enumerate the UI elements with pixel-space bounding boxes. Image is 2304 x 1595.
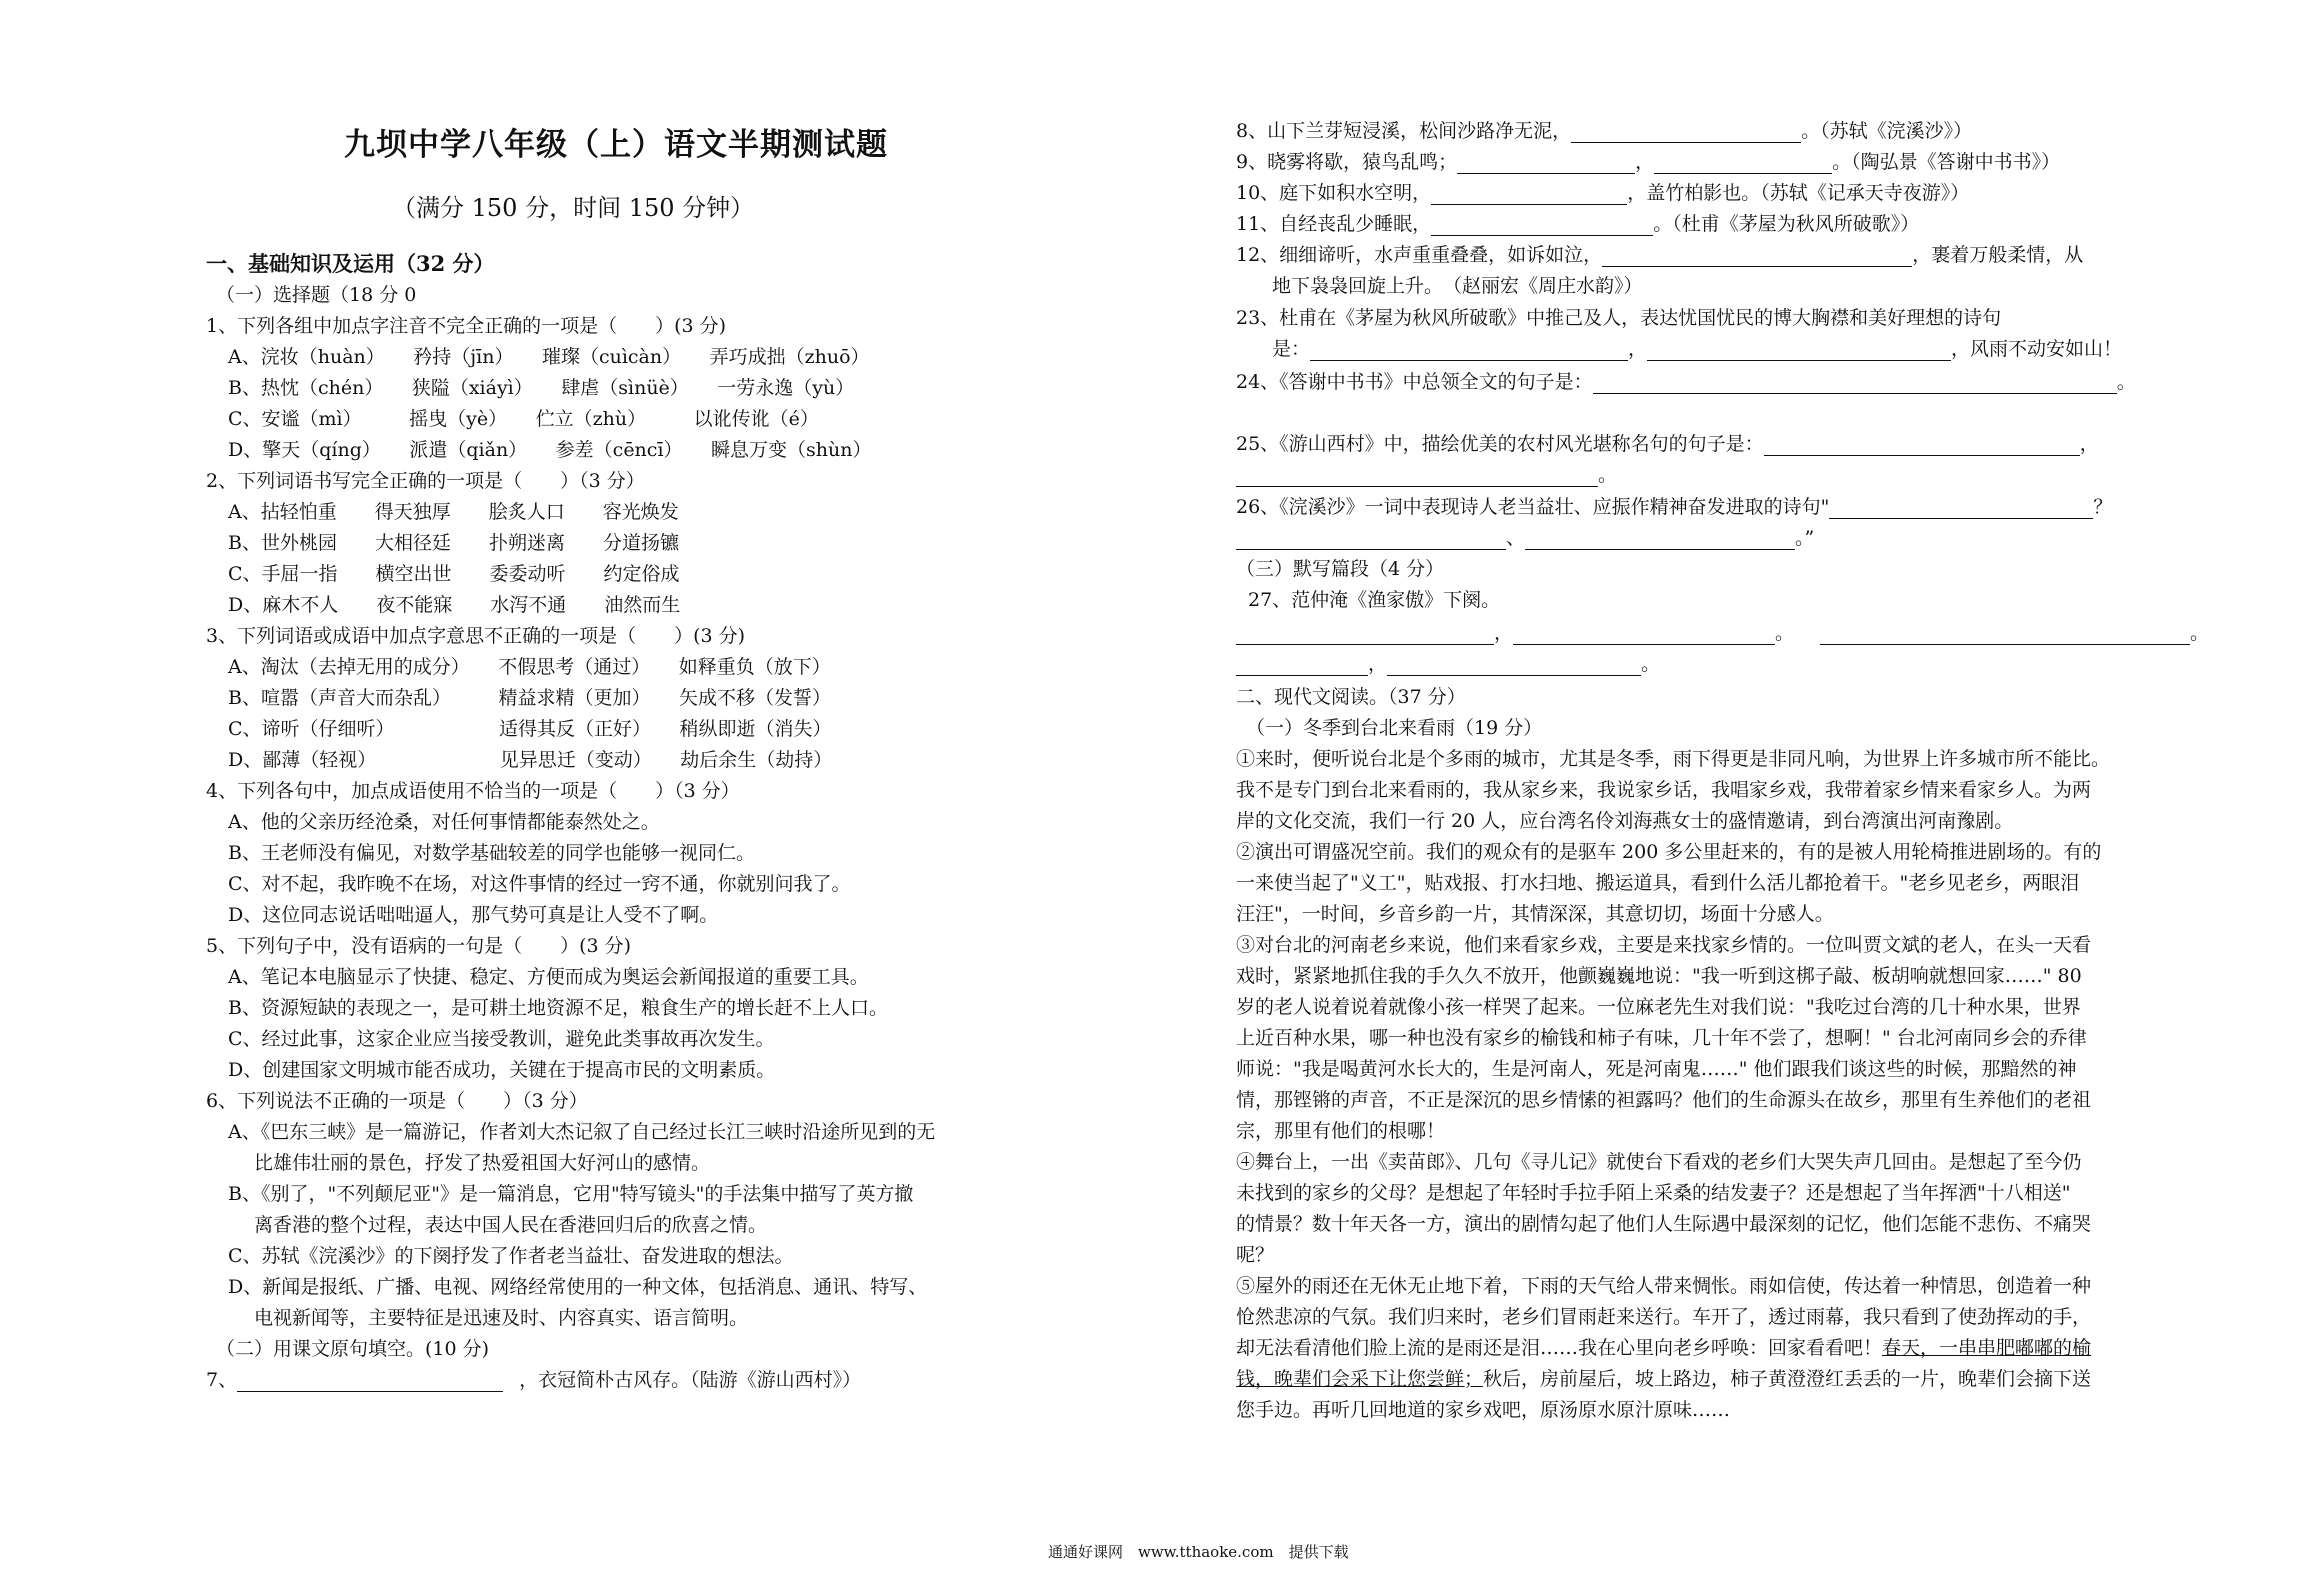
question-24: 24、《答谢中书书》中总领全文的句子是： 。 bbox=[1236, 371, 2136, 393]
question-7-number: 7、 bbox=[206, 1369, 238, 1391]
paragraph-5-line bbox=[1236, 1367, 2091, 1391]
question-2-option-d: D、麻木不人 夜不能寐 水泻不通 油然而生 bbox=[228, 594, 681, 616]
question-23-end: ，风雨不动安如山！ bbox=[1951, 338, 2123, 360]
question-25: 25、《游山西村》中，描绘优美的农村风光堪称名句的句子是： ， bbox=[1236, 433, 2099, 455]
question-9-source: 。（陶弘景《答谢中书书》） bbox=[1832, 151, 2061, 173]
question-2-option-c: C、手屈一指 横空出世 委委动听 约定俗成 bbox=[228, 563, 680, 585]
question-26 bbox=[1236, 495, 2112, 519]
question-7-text: ，衣冠简朴古风存。（陆游《游山西村》） bbox=[519, 1369, 862, 1391]
question-26-text: 26、《浣溪沙》一词中表现诗人老当益壮、应振作精神奋发进取的诗句" bbox=[1236, 496, 1830, 518]
paragraph-3-line: 师说："我是喝黄河水长大的，生是河南人，死是河南鬼……" 他们跟我们谈这些的时候，那黯然的神 bbox=[1236, 1058, 2077, 1080]
question-24-text: 24、《答谢中书书》中总领全文的句子是： bbox=[1236, 371, 1593, 393]
answer-blank[interactable] bbox=[1236, 529, 1506, 550]
question-12 bbox=[1236, 243, 2083, 267]
paragraph-2-line: 汪汪"，一时间，乡音乡韵一片，其情深深，其意切切，场面十分感人。 bbox=[1236, 903, 1834, 925]
question-12-line2: 地下袅袅回旋上升。 （赵丽宏《周庄水韵》） bbox=[1272, 275, 1643, 297]
paragraph-1-line: 我不是专门到台北来看雨的，我从家乡来，我说家乡话，我唱家乡戏，我带着家乡情来看家乡人。为两 bbox=[1236, 779, 2092, 801]
question-6-option-a-line1: A、《巴东三峡》是一篇游记，作者刘大杰记叙了自己经过长江三峡时沿途所见到的无 bbox=[228, 1121, 936, 1143]
question-9-text: 9、晓雾将歇，猿鸟乱鸣； bbox=[1236, 151, 1458, 173]
paragraph-5-text: 秋后，房前屋后，坡上路边，柿子黄澄澄红丢丢的一片，晚辈们会摘下送 bbox=[1483, 1368, 2092, 1390]
question-3-option-c: C、谛听（仔细听） 适得其反（正好） 稍纵即逝（消失） bbox=[228, 718, 832, 740]
answer-blank[interactable] bbox=[1457, 153, 1635, 174]
page-subtitle: （满分 150 分，时间 150 分钟） bbox=[392, 194, 755, 222]
question-4: 4、下列各句中，加点成语使用不恰当的一项是（ ）（3 分） bbox=[206, 780, 740, 802]
answer-blank[interactable] bbox=[1236, 466, 1598, 487]
answer-blank[interactable] bbox=[1602, 246, 1912, 267]
paragraph-5-line: 怆然悲凉的气氛。我们归来时，老乡们冒雨赶来送行。车开了，透过雨幕，我只看到了使劲挥动的手， bbox=[1236, 1306, 2092, 1328]
question-5: 5、下列句子中，没有语病的一句是（ ）(3 分) bbox=[206, 935, 632, 957]
part-heading-fill: （二）用课文原句填空。(10 分) bbox=[216, 1338, 490, 1360]
question-2: 2、下列词语书写完全正确的一项是（ ）（3 分） bbox=[206, 470, 645, 492]
paragraph-3-line: 上近百种水果，哪一种也没有家乡的榆钱和柿子有味，几十年不尝了，想啊！" 台北河南同乡会的乔律 bbox=[1236, 1027, 2087, 1049]
question-27-line1: ， 。 。 bbox=[1236, 621, 2209, 645]
part-heading-choice: （一）选择题（18 分 0 bbox=[216, 284, 417, 306]
question-11 bbox=[1236, 212, 1919, 236]
question-6-option-d-line2: 电视新闻等，主要特征是迅速及时、内容真实、语言简明。 bbox=[254, 1307, 749, 1329]
question-1: 1、下列各组中加点字注音不完全正确的一项是（ ）(3 分) bbox=[206, 315, 727, 337]
underlined-sentence: 钱，晚辈们会采下让您尝鲜； bbox=[1236, 1368, 1484, 1390]
question-3: 3、下列词语或成语中加点字意思不正确的一项是（ ）(3 分) bbox=[206, 625, 746, 647]
question-6-option-d-line1: D、新闻是报纸、广播、电视、网络经常使用的一种文体，包括消息、通讯、特写、 bbox=[228, 1276, 928, 1298]
answer-blank[interactable] bbox=[1431, 215, 1653, 236]
paragraph-4-line: 未找到的家乡的父母？是想起了年轻时手拉手陌上采桑的结发妻子？还是想起了当年挥洒"十八相送" bbox=[1236, 1182, 2071, 1204]
question-1-option-d: D、擎天（qíng） 派遣（qiǎn） 参差（cēncī） 瞬息万变（shùn） bbox=[228, 439, 872, 461]
question-3-option-a: A、淘汰（去掉无用的成分） 不假思考（通过） 如释重负（放下） bbox=[228, 656, 831, 678]
question-9: 9、晓雾将歇，猿鸟乱鸣； ， 。（陶弘景《答谢中书书》） bbox=[1236, 151, 2061, 173]
question-6: 6、下列说法不正确的一项是（ ）（3 分） bbox=[206, 1090, 588, 1112]
question-4-option-c: C、对不起，我昨晚不在场，对这件事情的经过一窍不通，你就别问我了。 bbox=[228, 873, 851, 895]
question-5-option-d: D、创建国家文明城市能否成功，关键在于提高市民的文明素质。 bbox=[228, 1059, 776, 1081]
answer-blank[interactable] bbox=[1387, 655, 1641, 676]
question-8-source: 。（苏轼《浣溪沙》） bbox=[1801, 120, 1973, 142]
question-23-answer-line: 是： ， ，风雨不动安如山！ bbox=[1272, 338, 2123, 360]
question-5-option-b: B、资源短缺的表现之一，是可耕土地资源不足，粮食生产的增长赶不上人口。 bbox=[228, 997, 888, 1019]
paragraph-5-line bbox=[1236, 1336, 2091, 1360]
answer-blank[interactable] bbox=[1310, 340, 1628, 361]
paragraph-1-line: ①来时，便听说台北是个多雨的城市，尤其是冬季，雨下得更是非同凡响，为世界上许多城市所不能比。 bbox=[1236, 748, 2111, 770]
answer-blank[interactable] bbox=[1513, 624, 1775, 645]
paragraph-3-line: 情，那铿锵的声音，不正是深沉的思乡情愫的袒露吗？他们的生命源头在故乡，那里有生养他们的老祖 bbox=[1236, 1089, 2092, 1111]
question-6-option-b-line2: 离香港的整个过程，表达中国人民在香港回归后的欣喜之情。 bbox=[254, 1214, 768, 1236]
question-27: 27、范仲淹《渔家傲》下阕。 bbox=[1248, 589, 1501, 611]
question-5-option-c: C、经过此事，这家企业应当接受教训，避免此类事故再次发生。 bbox=[228, 1028, 775, 1050]
question-11-text: 11、自经丧乱少睡眠， bbox=[1236, 213, 1432, 235]
paragraph-5-line: ⑤屋外的雨还在无休无止地下着，下雨的天气给人带来惆怅。雨如信使，传达着一种情思，创造着一种 bbox=[1236, 1275, 2092, 1297]
question-23: 23、杜甫在《茅屋为秋风所破歌》中推己及人，表达忧国忧民的博大胸襟和美好理想的诗句 bbox=[1236, 307, 2002, 329]
question-3-option-b: B、喧嚣（声音大而杂乱） 精益求精（更加） 矢成不移（发誓） bbox=[228, 687, 831, 709]
underlined-sentence: 春天，一串串肥嘟嘟的榆 bbox=[1882, 1337, 2092, 1359]
part-heading-recite: （三）默写篇段（4 分） bbox=[1236, 558, 1445, 580]
answer-blank[interactable] bbox=[1829, 498, 2093, 519]
question-10 bbox=[1236, 181, 1969, 205]
section-heading-reading: 二、现代文阅读。（37 分） bbox=[1236, 686, 1466, 708]
question-1-option-a: A、浣妆（huàn） 矜持（jīn） 璀璨（cuìcàn） 弄巧成拙（zhuō） bbox=[228, 346, 870, 368]
paragraph-3-line: 戏时，紧紧地抓住我的手久久不放开，他颤巍巍地说："我一听到这梆子敲、板胡响就想回家……" 80 bbox=[1236, 965, 2082, 987]
question-8-text: 8、山下兰芽短浸溪，松间沙路净无泥， bbox=[1236, 120, 1572, 142]
question-7 bbox=[206, 1368, 861, 1392]
paragraph-3-line: 岁的老人说着说着就像小孩一样哭了起来。一位麻老先生对我们说："我吃过台湾的几十种水果，世界 bbox=[1236, 996, 2081, 1018]
answer-blank[interactable] bbox=[1820, 624, 2190, 645]
answer-blank[interactable] bbox=[1236, 655, 1368, 676]
question-1-option-c: C、安谧（mì） 摇曳（yè） 伫立（zhù） 以讹传讹（é） bbox=[228, 408, 819, 430]
question-25-line2: 。 bbox=[1236, 463, 1617, 487]
question-12-text-end: ，裹着万般柔情，从 bbox=[1912, 244, 2084, 266]
question-4-option-a: A、他的父亲历经沧桑，对任何事情都能泰然处之。 bbox=[228, 811, 660, 833]
page-footer: 通通好课网 www.tthaoke.com 提供下载 bbox=[1048, 1543, 1349, 1561]
answer-blank[interactable] bbox=[1764, 435, 2080, 456]
answer-blank[interactable] bbox=[1593, 373, 2117, 394]
paragraph-3-line: ③对台北的河南老乡来说，他们来看家乡戏，主要是来找家乡情的。一位叫贾文斌的老人，在头一天看 bbox=[1236, 934, 2092, 956]
question-25-text: 25、《游山西村》中，描绘优美的农村风光堪称名句的句子是： bbox=[1236, 433, 1764, 455]
section-heading-basics: 一、基础知识及运用（32 分） bbox=[206, 251, 495, 276]
question-2-option-b: B、世外桃园 大相径廷 扑朔迷离 分道扬镳 bbox=[228, 532, 679, 554]
question-1-option-b: B、热忱（chén） 狭隘（xiáyì） 肆虐（sìnüè） 一劳永逸（yù） bbox=[228, 377, 855, 399]
answer-blank[interactable] bbox=[1654, 153, 1832, 174]
question-10-source: ，盖竹柏影也。（苏轼《记承天寺夜游》） bbox=[1627, 182, 1970, 204]
answer-blank[interactable] bbox=[1571, 122, 1801, 143]
answer-blank[interactable] bbox=[1236, 624, 1494, 645]
paragraph-2-line: 一来使当起了"义工"，贴戏报、打水扫地、搬运道具，看到什么活儿都抢着干。"老乡见老乡，两眼泪 bbox=[1236, 872, 2080, 894]
paragraph-3-line: 宗，那里有他们的根哪！ bbox=[1236, 1120, 1446, 1142]
question-5-option-a: A、笔记本电脑显示了快捷、稳定、方便而成为奥运会新闻报道的重要工具。 bbox=[228, 966, 869, 988]
question-6-option-c: C、苏轼《浣溪沙》的下阕抒发了作者老当益壮、奋发进取的想法。 bbox=[228, 1245, 794, 1267]
question-23-prefix: 是： bbox=[1272, 338, 1311, 360]
paragraph-2-line: ②演出可谓盛况空前。我们的观众有的是驱车 200 多公里赶来的，有的是被人用轮椅推进剧场的。有的 bbox=[1236, 841, 2102, 863]
paragraph-5-text: 却无法看清他们脸上流的是雨还是泪……我在心里向老乡呼唤：回家看看吧！ bbox=[1236, 1337, 1883, 1359]
question-12-text: 12、细细谛听，水声重重叠叠，如诉如泣， bbox=[1236, 244, 1603, 266]
question-6-option-a-line2: 比雄伟壮丽的景色，抒发了热爱祖国大好河山的感情。 bbox=[254, 1152, 711, 1174]
reading-title: （一）冬季到台北来看雨（19 分） bbox=[1246, 717, 1543, 739]
question-6-option-b-line1: B、《别了，"不列颠尼亚"》是一篇消息，它用"特写镜头"的手法集中描写了英方撤 bbox=[228, 1183, 914, 1205]
question-26-line2: 、 。” bbox=[1236, 526, 1814, 550]
question-11-source: 。（杜甫《茅屋为秋风所破歌》） bbox=[1653, 213, 1920, 235]
question-4-option-b: B、王老师没有偏见，对数学基础较差的同学也能够一视同仁。 bbox=[228, 842, 755, 864]
answer-blank[interactable] bbox=[1431, 184, 1627, 205]
paragraph-4-line: 呢？ bbox=[1236, 1244, 1275, 1266]
question-3-option-d: D、鄙薄（轻视） 见异思迁（变动） 劫后余生（劫持） bbox=[228, 749, 833, 771]
question-4-option-d: D、这位同志说话咄咄逼人，那气势可真是让人受不了啊。 bbox=[228, 904, 719, 926]
paragraph-1-line: 岸的文化交流，我们一行 20 人，应台湾名伶刘海燕女士的盛情邀请，到台湾演出河南豫剧。 bbox=[1236, 810, 2014, 832]
question-10-text: 10、庭下如积水空明， bbox=[1236, 182, 1432, 204]
question-2-option-a: A、拈轻怕重 得天独厚 脍炙人口 容光焕发 bbox=[228, 501, 679, 523]
question-8 bbox=[1236, 119, 1972, 143]
question-26-mark: ？ bbox=[2093, 496, 2113, 518]
page-title: 九坝中学八年级（上）语文半期测试题 bbox=[344, 127, 888, 163]
paragraph-4-line: 的情景？数十年天各一方，演出的剧情勾起了他们人生际遇中最深刻的记忆，他们怎能不悲伤、不痛哭 bbox=[1236, 1213, 2092, 1235]
answer-blank[interactable] bbox=[1525, 529, 1795, 550]
question-27-line2: ， 。 bbox=[1236, 652, 1660, 676]
answer-blank[interactable] bbox=[1647, 340, 1951, 361]
paragraph-4-line: ④舞台上，一出《卖苗郎》、几句《寻儿记》就使台下看戏的老乡们大哭失声几回由。是想起了至今仍 bbox=[1236, 1151, 2082, 1173]
answer-blank[interactable] bbox=[237, 1371, 503, 1392]
paragraph-5-line: 您手边。再听几回地道的家乡戏吧，原汤原水原汁原味…… bbox=[1236, 1399, 1731, 1421]
